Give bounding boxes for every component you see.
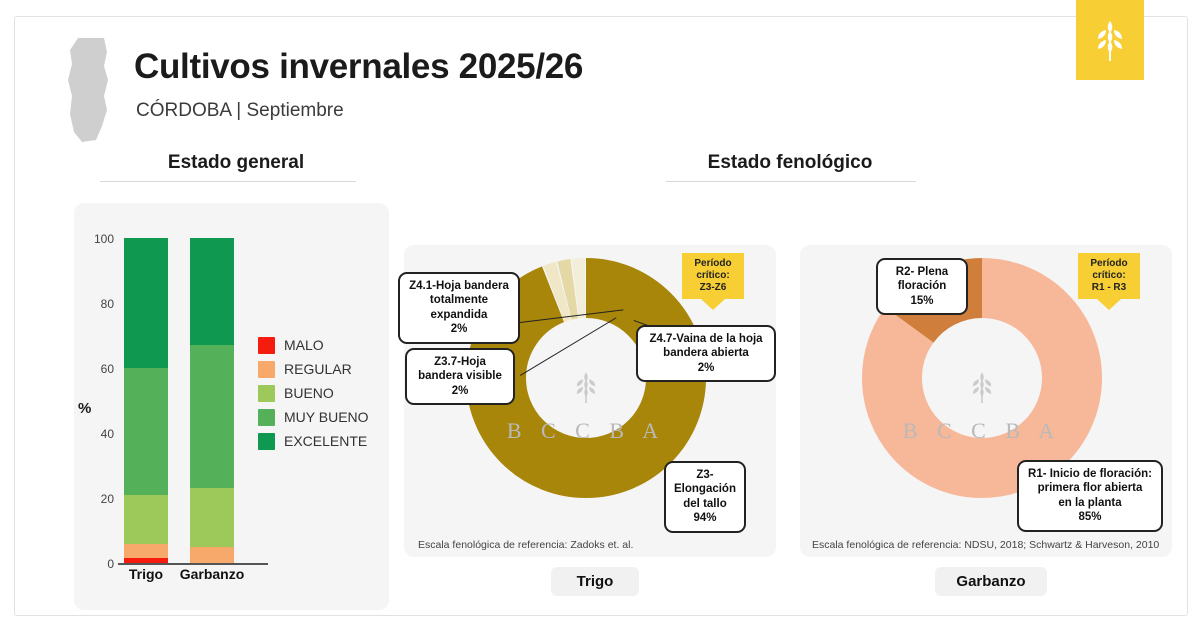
trigo-center-wheat-icon (573, 368, 599, 406)
garbanzo-callout-r2-value: 15% (910, 294, 934, 307)
trigo-callout-z47-l2: bandera abierta (663, 347, 749, 360)
legend-swatch-excelente (258, 433, 275, 450)
trigo-callout-z41 (398, 272, 520, 344)
bar-label-trigo: Trigo (128, 566, 164, 582)
trigo-callout-z47-l1: Z4.7-Vaina de la hoja (649, 333, 763, 345)
legend-item-muy-bueno (258, 405, 369, 429)
bar-seg-excelente-trigo (124, 238, 168, 368)
bar-seg-regular-garbanzo (190, 547, 234, 563)
trigo-callout-z41-value: 2% (450, 323, 468, 336)
garbanzo-crit-l3: R1 - R3 (1091, 282, 1127, 294)
legend-item-regular (258, 357, 369, 381)
bar-seg-malo-trigo (124, 558, 168, 563)
wheat-icon (1093, 17, 1127, 63)
garbanzo-callout-r1 (1017, 460, 1163, 532)
bar-seg-muy-bueno-trigo (124, 368, 168, 495)
legend-label-muy-bueno: MUY BUENO (284, 409, 369, 425)
y-tick-40: 40 (100, 427, 114, 441)
trigo-callout-z37-l2: bandera visible (418, 370, 502, 383)
garbanzo-center-wheat-icon (969, 368, 995, 406)
trigo-callout-z3 (664, 461, 746, 533)
legend-swatch-malo (258, 337, 275, 354)
bar-trigo (124, 238, 168, 563)
crop-chip-trigo: Trigo (551, 567, 639, 596)
garbanzo-crit-l1: Período (1090, 258, 1128, 269)
y-tick-60: 60 (100, 362, 114, 376)
trigo-callout-z47-value: 2% (697, 361, 715, 374)
legend-swatch-regular (258, 361, 275, 378)
trigo-callout-z3-l3: del tallo (683, 497, 727, 510)
bar-seg-bueno-garbanzo (190, 488, 234, 547)
bar-garbanzo (190, 238, 234, 563)
trigo-callout-z3-value: 94% (693, 512, 717, 525)
trigo-center-wordmark: B C C B A (506, 418, 666, 443)
garbanzo-center-wordmark: B C C B A (902, 418, 1062, 443)
trigo-callout-z37-l1: Z3.7-Hoja (434, 356, 486, 368)
brand-logo-tab (1076, 0, 1144, 80)
trigo-callout-z41-l3: expandida (430, 308, 488, 321)
bar-seg-excelente-garbanzo (190, 238, 234, 345)
garbanzo-callout-r1-l3: en la planta (1058, 496, 1122, 509)
legend-label-regular: REGULAR (284, 361, 352, 377)
garbanzo-scale-note: Escala fenológica de referencia: NDSU, 2018; Schwartz & Harveson, 2010 (812, 539, 1160, 551)
divider-left (100, 181, 356, 182)
section-heading-estado-fenologico: Estado fenológico (707, 152, 873, 173)
trigo-callout-z37-value: 2% (451, 384, 469, 397)
y-tick-0: 0 (107, 557, 114, 571)
bar-chart-legend (258, 333, 369, 453)
section-heading-estado-general: Estado general (167, 152, 305, 173)
legend-label-excelente: EXCELENTE (284, 433, 368, 449)
trigo-callout-z41-l2: totalmente (429, 294, 489, 307)
trigo-crit-l3: Z3-Z6 (699, 282, 727, 294)
legend-label-malo: MALO (284, 337, 324, 353)
cordoba-province-icon (60, 36, 116, 146)
legend-item-excelente (258, 429, 369, 453)
legend-item-bueno (258, 381, 369, 405)
trigo-callout-z3-l1: Z3- (696, 469, 714, 481)
legend-swatch-bueno (258, 385, 275, 402)
trigo-crit-l1: Período (694, 258, 732, 269)
y-tick-20: 20 (100, 492, 114, 506)
trigo-callout-z41-l1: Z4.1-Hoja bandera (409, 280, 509, 292)
divider-right (666, 181, 916, 182)
page-subtitle: CÓRDOBA | Septiembre (136, 100, 344, 121)
bar-label-garbanzo: Garbanzo (179, 566, 245, 582)
garbanzo-callout-r1-l1: R1- Inicio de floración: (1028, 468, 1152, 480)
bar-seg-bueno-trigo (124, 495, 168, 544)
garbanzo-crit-l2: crítico: (1092, 270, 1126, 282)
trigo-callout-z47 (636, 325, 776, 382)
x-axis-line (118, 563, 268, 565)
y-tick-80: 80 (100, 297, 114, 311)
trigo-crit-l2: crítico: (696, 270, 730, 282)
garbanzo-callout-r1-l2: primera flor abierta (1037, 482, 1143, 495)
legend-label-bueno: BUENO (284, 385, 334, 401)
bar-seg-regular-trigo (124, 544, 168, 559)
legend-swatch-muy-bueno (258, 409, 275, 426)
garbanzo-callout-r2-l2: floración (897, 280, 947, 293)
y-axis-title: % (78, 400, 92, 417)
trigo-critical-period-tag (682, 253, 744, 299)
trigo-callout-z37 (405, 348, 515, 405)
bar-seg-muy-bueno-garbanzo (190, 345, 234, 488)
garbanzo-critical-period-tag (1078, 253, 1140, 299)
garbanzo-callout-r2-l1: R2- Plena (895, 266, 949, 278)
trigo-scale-note: Escala fenológica de referencia: Zadoks et. al. (418, 539, 634, 551)
legend-item-malo (258, 333, 369, 357)
garbanzo-callout-r2 (876, 258, 968, 315)
crop-chip-garbanzo: Garbanzo (935, 567, 1047, 596)
garbanzo-callout-r1-value: 85% (1078, 511, 1102, 524)
page-title: Cultivos invernales 2025/26 (134, 47, 584, 86)
y-tick-100: 100 (93, 232, 114, 246)
trigo-callout-z3-l2: Elongación (674, 483, 736, 496)
